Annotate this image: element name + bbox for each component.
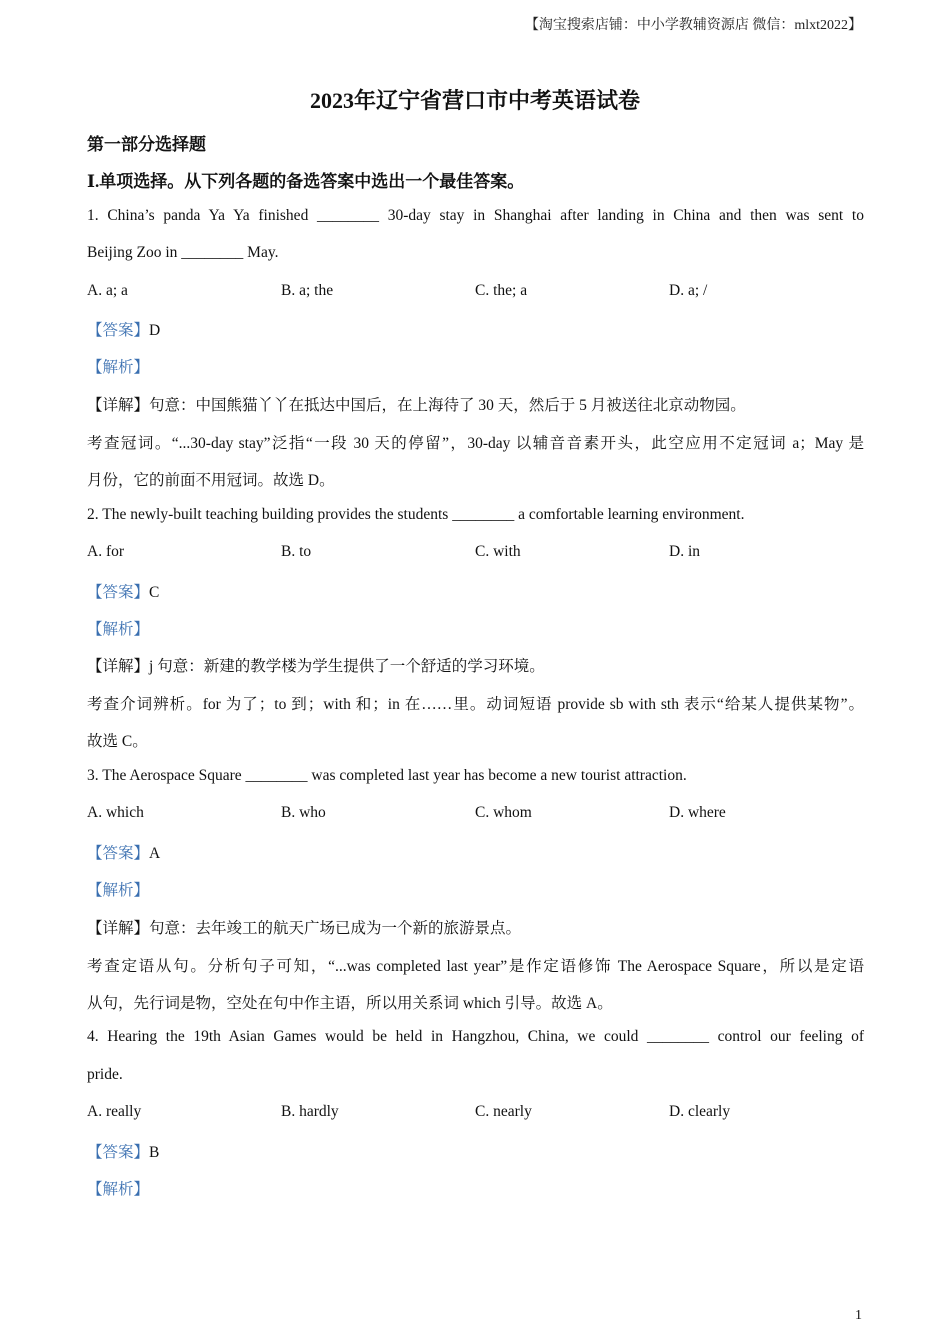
answer-label: 【答案】 — [87, 845, 150, 862]
option-c: C. whom — [475, 804, 532, 821]
answer-label: 【答案】 — [87, 322, 150, 339]
option-b: B. hardly — [281, 1103, 339, 1120]
section-heading: Ⅰ.单项选择。从下列各题的备选答案中选出一个最佳答案。 — [87, 172, 525, 191]
option-a: A. for — [87, 543, 125, 560]
answer-value: C — [149, 584, 160, 601]
option-b: B. who — [281, 804, 326, 821]
detail-label: 【详解】 — [87, 920, 150, 937]
question-2-answer — [87, 580, 864, 602]
question-3-detail-line-2: 考查定语从句。分析句子可知，“...was completed last year”是作定语修饰 The Aerospace Square，所以是定语 — [87, 958, 864, 975]
answer-value: B — [149, 1144, 160, 1161]
question-3-detail-line-3: 从句，先行词是物，空处在句中作主语，所以用关系词 which 引导。故选 A。 — [87, 995, 613, 1012]
question-1-stem-line-2: Beijing Zoo in ________ May. — [87, 244, 279, 261]
page-title: 2023年辽宁省营口市中考英语试卷 — [309, 88, 640, 113]
question-4-stem-line-1: 4. Hearing the 19th Asian Games would be held in Hangzhou, China, we could ________ control our feeling of — [87, 1028, 864, 1045]
question-2-detail-line-3: 故选 C。 — [87, 733, 148, 750]
question-1-analysis-label — [87, 355, 864, 377]
question-3-answer — [87, 841, 864, 863]
answer-label: 【答案】 — [87, 584, 150, 601]
option-d: D. where — [669, 804, 726, 821]
question-4-answer — [87, 1140, 864, 1162]
option-c: C. the; a — [475, 282, 528, 299]
part-heading: 第一部分选择题 — [87, 135, 206, 154]
option-a: A. which — [87, 804, 144, 821]
question-3-detail-line-1 — [87, 916, 864, 938]
detail-text: 句意：中国熊猫丫丫在抵达中国后，在上海待了 30 天，然后于 5 月被送往北京动物园。 — [149, 397, 746, 414]
analysis-label: 【解析】 — [87, 882, 150, 899]
detail-label: 【详解】 — [87, 658, 150, 675]
question-4-stem-line-2: pride. — [87, 1066, 123, 1083]
option-b: B. a; the — [281, 282, 334, 299]
question-1-detail-line-1 — [87, 393, 864, 415]
question-2-analysis-label — [87, 617, 864, 639]
option-c: C. nearly — [475, 1103, 532, 1120]
detail-text: j 句意：新建的教学楼为学生提供了一个舒适的学习环境。 — [149, 658, 545, 675]
answer-value: D — [149, 322, 161, 339]
question-1-detail-line-2: 考查冠词。“...30-day stay”泛指“一段 30 天的停留”，30-day 以辅音音素开头，此空应用不定冠词 a；May 是 — [87, 435, 864, 452]
option-a: A. a; a — [87, 282, 128, 299]
option-d: D. clearly — [669, 1103, 731, 1120]
option-c: C. with — [475, 543, 521, 560]
detail-text: 句意：去年竣工的航天广场已成为一个新的旅游景点。 — [149, 920, 522, 937]
option-d: D. in — [669, 543, 700, 560]
question-2-detail-line-2: 考查介词辨析。for 为了；to 到；with 和；in 在……里。动词短语 provide sb with sth 表示“给某人提供某物”。 — [87, 696, 864, 713]
page-number: 1 — [855, 1308, 862, 1323]
analysis-label: 【解析】 — [87, 621, 150, 638]
question-1-answer — [87, 318, 864, 340]
analysis-label: 【解析】 — [87, 1181, 150, 1198]
detail-label: 【详解】 — [87, 397, 150, 414]
question-1-detail-line-3: 月份，它的前面不用冠词。故选 D。 — [87, 472, 335, 489]
header-note: 【淘宝搜索店铺：中小学教辅资源店 微信：mlxt2022】 — [524, 18, 862, 33]
question-3-analysis-label — [87, 878, 864, 900]
option-b: B. to — [281, 543, 312, 560]
analysis-label: 【解析】 — [87, 359, 150, 376]
question-4-analysis-label — [87, 1177, 864, 1199]
question-2-detail-line-1 — [87, 654, 864, 676]
answer-value: A — [149, 845, 161, 862]
option-a: A. really — [87, 1103, 142, 1120]
answer-label: 【答案】 — [87, 1144, 150, 1161]
question-3-stem: 3. The Aerospace Square ________ was completed last year has become a new tourist attraction. — [87, 767, 687, 784]
option-d: D. a; / — [669, 282, 708, 299]
question-2-stem: 2. The newly-built teaching building provides the students ________ a comfortable learning environment. — [87, 506, 745, 523]
question-1-stem-line-1: 1. China’s panda Ya Ya finished ________ 30-day stay in Shanghai after landing in China and then was sent to — [87, 207, 864, 224]
